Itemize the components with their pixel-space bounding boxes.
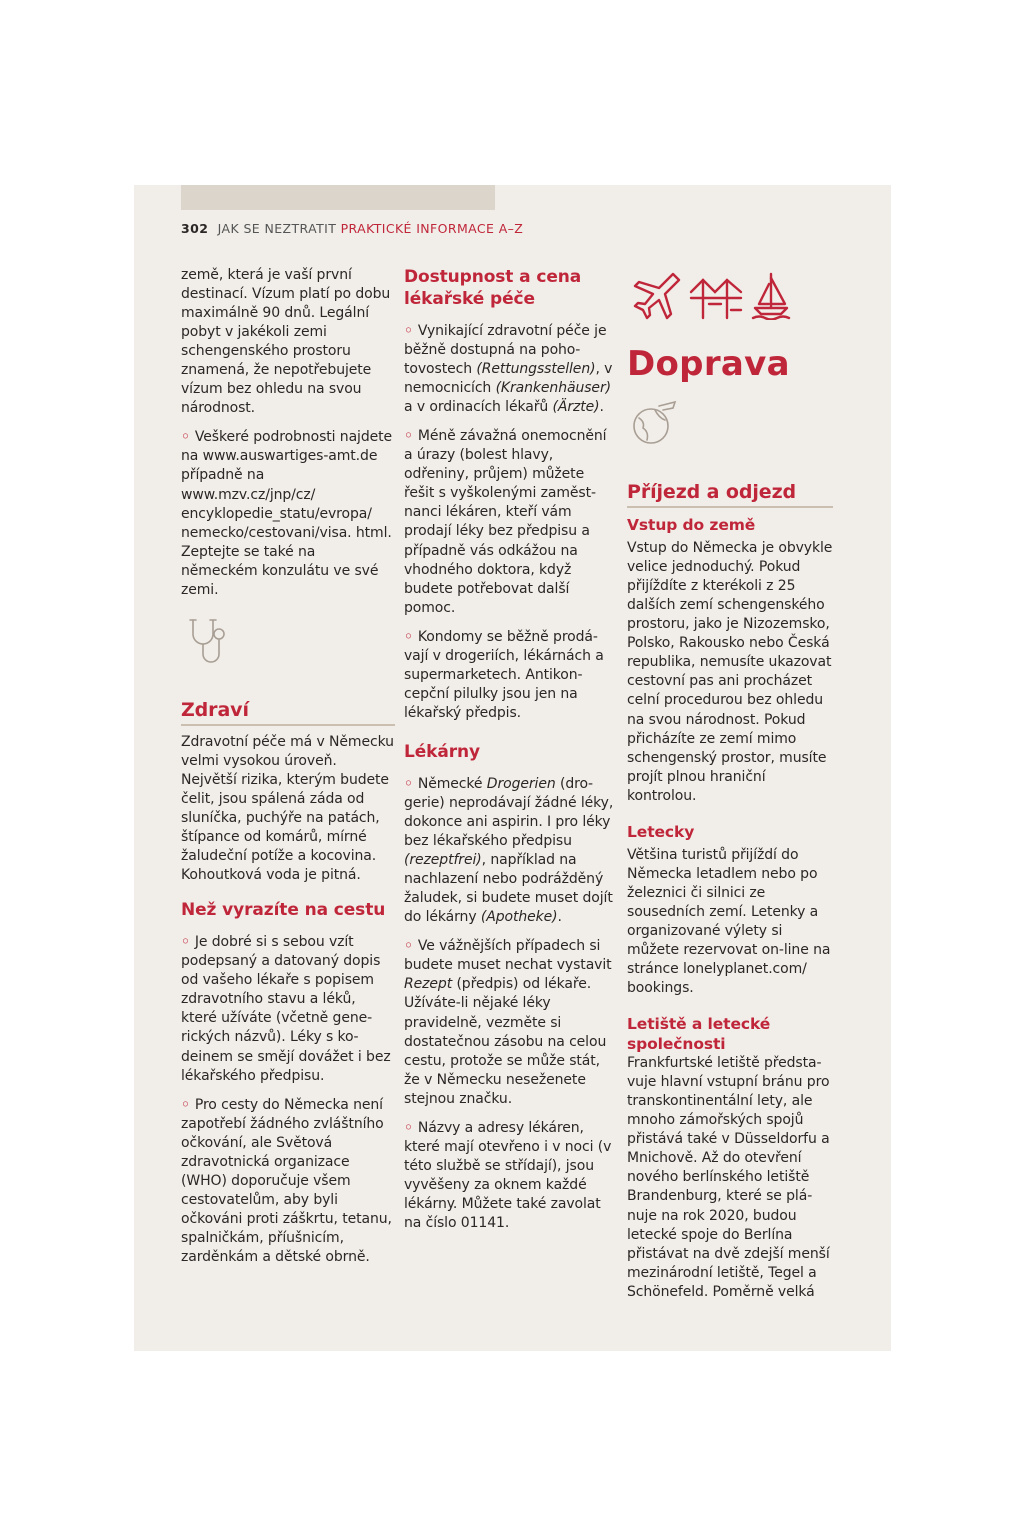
letter-bullet: ◦ Je dobré si s sebou vzít podepsaný a datovaný dopis od vašeho lékaře s popisem zdravotního stavu a léků, které užíváte (včetně generických názvů). Léky s kodeinem se smějí dovážet i bez lékařského předpisu.	[181, 933, 395, 1085]
arrival-heading-rule	[627, 480, 833, 508]
sailboat-icon	[751, 272, 791, 326]
minor-illness-bullet: ◦ Méně závažná onemocnění a úrazy (bolest hlavy, odřeniny, průjem) můžete řešit s vyškolenými zaměstnanci lékáren, kteří vám prodají léky bez předpisu a případně vás odkážou na vhodného doktora, když budete potřebovat další pomoc.	[404, 427, 617, 617]
health-heading: Zdraví	[181, 698, 249, 721]
page-number: 302	[181, 221, 209, 236]
header-tab	[181, 185, 495, 210]
night-pharmacy-bullet: ◦ Názvy a adresy lékáren, které mají otevřeno i v noci (v této službě se střídají), jsou vyvěšeny za oknem každé lékárny. Můžete také zavolat na číslo 01141.	[404, 1119, 617, 1233]
transport-icons	[629, 268, 833, 326]
plane-icon	[629, 268, 681, 326]
stethoscope-icon	[183, 616, 395, 674]
entry-heading: Vstup do země	[627, 516, 756, 535]
care-bullet: ◦ Vynikající zdravotní péče je běžně dostupná na pohotovostech (Rettungsstellen), v nemocnicích (Krankenhäuser) a v ordinacích lékařů (Ärzte).	[404, 322, 617, 417]
airports-paragraph: Frankfurtské letiště představuje hlavní vstupní bránu pro transkontinentální lety, ale mnoho zámořských spojů přistává také v Düsseldorfu a Mnichově. Až do otevření nového berlínského letiště Brandenburg, které se plánuje na rok 2020, budou letecké spoje do Berlína přistávat na dvě zdejší menší mezinárodní letiště, Tegel a Schönefeld. Poměrně velká	[627, 1055, 830, 1300]
pharmacies-heading: Lékárny	[404, 741, 481, 762]
access-heading: Dostupnost a cena lékařské péče	[404, 267, 582, 309]
air-paragraph: Většina turistů přijíždí do Německa letadlem nebo po železnici či silnici ze sousedních zemí. Letenky a organizované výlety si můžete rezervovat on-line na stránce lonelyplanet.com/ bookings.	[627, 846, 831, 997]
drogerie-bullet: ◦ Německé Drogerien (drogerie) neprodávají žádné léky, dokonce ani aspirin. I pro léky bez lékařského předpisu (rezeptfrei), například na nachlazení nebo podrážděný žaludek, si budete muset dojít do lékárny (Apotheke).	[404, 775, 617, 927]
entry-paragraph: Vstup do Německa je obvykle velice jednoduchý. Pokud přijíždíte z kterékoli z 25 dalších zemí schengenského prostoru, jako je Nizozemsko, Polsko, Rakousko nebo Česká republika, nemusíte ukazovat cestovní pas ani procházet celní procedurou bez ohledu na svou národnost. Pokud přicházíte ze zemí mimo schengenský prostor, musíte projít plnou hraniční kontrolou.	[627, 540, 833, 804]
transport-title: Doprava	[627, 344, 790, 385]
section-title: JAK SE NEZTRATIT	[217, 221, 337, 236]
vaccination-bullet: ◦ Pro cesty do Německa není zapotřebí žádného zvláštního očkování, ale Světová zdravotnická organizace (WHO) doporučuje všem cestovatelům, aby byli očkováni proti záškrtu, tetanu, spalničkám, příušnicím, zarděnkám a dětské obrně.	[181, 1096, 395, 1267]
before-travel-heading: Než vyrazíte na cestu	[181, 900, 386, 921]
prescription-bullet: ◦ Ve vážnějších případech si budete muset nechat vystavit Rezept (předpis) od lékaře. Užíváte-li nějaké léky pravidelně, vezměte si dostatečnou zásobu na celou cestu, protože se může stát, že v Německu neseženete stejnou značku.	[404, 937, 617, 1108]
globe-plane-icon	[629, 398, 833, 454]
air-heading: Letecky	[627, 822, 695, 841]
column-2	[404, 266, 617, 1243]
column-1	[181, 266, 395, 1277]
arrival-heading: Příjezd a odjezd	[627, 481, 797, 504]
bridge-icon	[689, 276, 743, 326]
airports-heading: Letiště a letecké společnosti	[627, 1015, 771, 1054]
running-header	[181, 221, 523, 236]
health-paragraph: Zdravotní péče má v Německu velmi vysokou úroveň. Největší rizika, kterým budete čelit, jsou spálená záda od sluníčka, puchýře na patách, štípance od komárů, mírné žaludeční potíže a kocovina. Kohoutková voda je pitná.	[181, 733, 394, 884]
condoms-bullet: ◦ Kondomy se běžně prodávají v drogeriích, lékárnách a supermarketech. Antikoncepční pilulky jsou jen na lékařský předpis.	[404, 628, 617, 723]
health-heading-rule	[181, 698, 395, 726]
column-3	[627, 266, 833, 1312]
subsection-title: PRAKTICKÉ INFORMACE A–Z	[340, 221, 524, 236]
visa-paragraph: země, která je vaší první destinací. Vízum platí po dobu maximálně 90 dnů. Legální pobyt v jakékoli zemi schengenského prostoru znamená, že nepotřebujete vízum bez ohledu na svou národnost.	[181, 267, 391, 417]
details-bullet: ◦ Veškeré podrobnosti najdete na www.auswartiges-amt.de případně na www.mzv.cz/jnp/cz/ encyklopedie_statu/evropa/ nemecko/cestovani/visa. html. Zeptejte se také na německém konzulátu ve své zemi.	[181, 428, 395, 599]
